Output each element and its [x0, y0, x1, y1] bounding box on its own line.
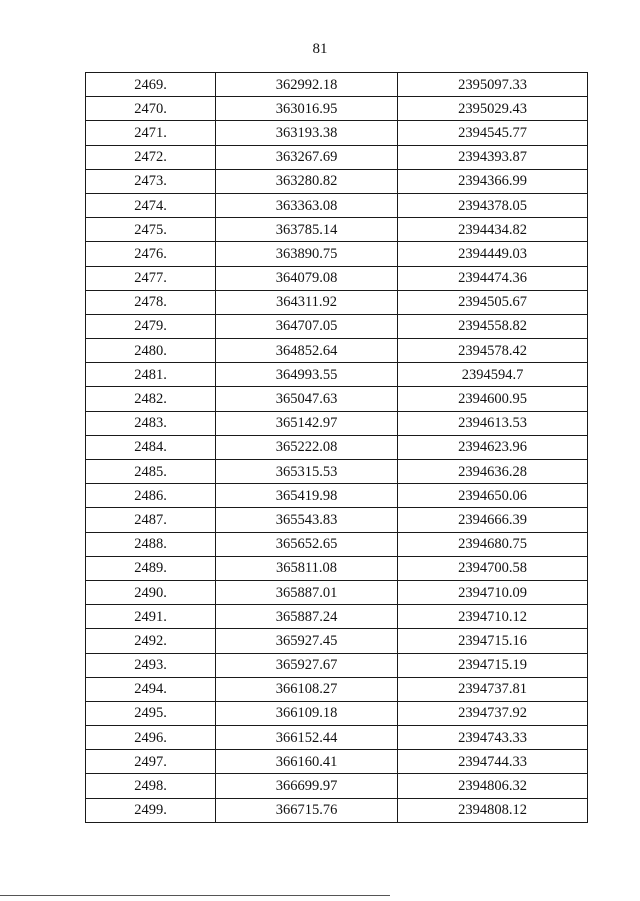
table-row: [86, 97, 588, 121]
x-coordinate-cell: 364852.64: [216, 339, 398, 363]
table-row: [86, 193, 588, 217]
table-row: [86, 435, 588, 459]
coordinates-table-body: [86, 73, 588, 823]
x-coordinate-cell: 364993.55: [216, 363, 398, 387]
table-row: [86, 701, 588, 725]
point-number-cell: 2486.: [86, 484, 216, 508]
y-coordinate-cell: 2394737.92: [398, 701, 588, 725]
x-coordinate-cell: 365222.08: [216, 435, 398, 459]
y-coordinate-cell: 2394378.05: [398, 193, 588, 217]
y-coordinate-cell: 2394366.99: [398, 169, 588, 193]
y-coordinate-cell: 2394715.19: [398, 653, 588, 677]
x-coordinate-cell: 365315.53: [216, 460, 398, 484]
table-row: [86, 605, 588, 629]
point-number-cell: 2469.: [86, 73, 216, 97]
x-coordinate-cell: 365927.67: [216, 653, 398, 677]
x-coordinate-cell: 363193.38: [216, 121, 398, 145]
point-number-cell: 2478.: [86, 290, 216, 314]
point-number-cell: 2496.: [86, 726, 216, 750]
table-row: [86, 314, 588, 338]
point-number-cell: 2493.: [86, 653, 216, 677]
table-row: [86, 290, 588, 314]
y-coordinate-cell: 2394449.03: [398, 242, 588, 266]
table-row: [86, 508, 588, 532]
table-row: [86, 653, 588, 677]
point-number-cell: 2479.: [86, 314, 216, 338]
y-coordinate-cell: 2394474.36: [398, 266, 588, 290]
x-coordinate-cell: 363280.82: [216, 169, 398, 193]
x-coordinate-cell: 366699.97: [216, 774, 398, 798]
y-coordinate-cell: 2394505.67: [398, 290, 588, 314]
table-row: [86, 121, 588, 145]
x-coordinate-cell: 365543.83: [216, 508, 398, 532]
point-number-cell: 2494.: [86, 677, 216, 701]
point-number-cell: 2499.: [86, 798, 216, 822]
table-row: [86, 798, 588, 822]
table-row: [86, 339, 588, 363]
table-row: [86, 677, 588, 701]
bottom-rule: [0, 895, 390, 896]
page-number: 81: [312, 41, 328, 57]
table-row: [86, 532, 588, 556]
x-coordinate-cell: 366160.41: [216, 750, 398, 774]
y-coordinate-cell: 2394393.87: [398, 145, 588, 169]
point-number-cell: 2488.: [86, 532, 216, 556]
table-row: [86, 750, 588, 774]
x-coordinate-cell: 365887.24: [216, 605, 398, 629]
table-row: [86, 726, 588, 750]
point-number-cell: 2480.: [86, 339, 216, 363]
y-coordinate-cell: 2394623.96: [398, 435, 588, 459]
x-coordinate-cell: 364311.92: [216, 290, 398, 314]
x-coordinate-cell: 366715.76: [216, 798, 398, 822]
x-coordinate-cell: 366109.18: [216, 701, 398, 725]
y-coordinate-cell: 2394737.81: [398, 677, 588, 701]
y-coordinate-cell: 2394744.33: [398, 750, 588, 774]
x-coordinate-cell: 363890.75: [216, 242, 398, 266]
y-coordinate-cell: 2394743.33: [398, 726, 588, 750]
x-coordinate-cell: 364707.05: [216, 314, 398, 338]
point-number-cell: 2492.: [86, 629, 216, 653]
x-coordinate-cell: 365419.98: [216, 484, 398, 508]
y-coordinate-cell: 2394710.12: [398, 605, 588, 629]
point-number-cell: 2497.: [86, 750, 216, 774]
y-coordinate-cell: 2394434.82: [398, 218, 588, 242]
table-row: [86, 169, 588, 193]
x-coordinate-cell: 365047.63: [216, 387, 398, 411]
y-coordinate-cell: 2394806.32: [398, 774, 588, 798]
x-coordinate-cell: 363016.95: [216, 97, 398, 121]
y-coordinate-cell: 2394594.7: [398, 363, 588, 387]
x-coordinate-cell: 363363.08: [216, 193, 398, 217]
table-row: [86, 218, 588, 242]
table-row: [86, 387, 588, 411]
y-coordinate-cell: 2394636.28: [398, 460, 588, 484]
y-coordinate-cell: 2395029.43: [398, 97, 588, 121]
x-coordinate-cell: 365142.97: [216, 411, 398, 435]
point-number-cell: 2498.: [86, 774, 216, 798]
table-row: [86, 460, 588, 484]
x-coordinate-cell: 366108.27: [216, 677, 398, 701]
table-row: [86, 266, 588, 290]
x-coordinate-cell: 362992.18: [216, 73, 398, 97]
table-row: [86, 556, 588, 580]
point-number-cell: 2472.: [86, 145, 216, 169]
x-coordinate-cell: 366152.44: [216, 726, 398, 750]
y-coordinate-cell: 2394715.16: [398, 629, 588, 653]
table-row: [86, 629, 588, 653]
y-coordinate-cell: 2394558.82: [398, 314, 588, 338]
point-number-cell: 2495.: [86, 701, 216, 725]
point-number-cell: 2491.: [86, 605, 216, 629]
point-number-cell: 2482.: [86, 387, 216, 411]
point-number-cell: 2487.: [86, 508, 216, 532]
y-coordinate-cell: 2394613.53: [398, 411, 588, 435]
y-coordinate-cell: 2394710.09: [398, 580, 588, 604]
y-coordinate-cell: 2394545.77: [398, 121, 588, 145]
y-coordinate-cell: 2394808.12: [398, 798, 588, 822]
y-coordinate-cell: 2395097.33: [398, 73, 588, 97]
point-number-cell: 2470.: [86, 97, 216, 121]
point-number-cell: 2490.: [86, 580, 216, 604]
x-coordinate-cell: 365927.45: [216, 629, 398, 653]
x-coordinate-cell: 363267.69: [216, 145, 398, 169]
point-number-cell: 2475.: [86, 218, 216, 242]
y-coordinate-cell: 2394600.95: [398, 387, 588, 411]
y-coordinate-cell: 2394578.42: [398, 339, 588, 363]
table-row: [86, 145, 588, 169]
table-row: [86, 242, 588, 266]
x-coordinate-cell: 365887.01: [216, 580, 398, 604]
table-row: [86, 580, 588, 604]
point-number-cell: 2471.: [86, 121, 216, 145]
y-coordinate-cell: 2394680.75: [398, 532, 588, 556]
point-number-cell: 2483.: [86, 411, 216, 435]
point-number-cell: 2484.: [86, 435, 216, 459]
point-number-cell: 2485.: [86, 460, 216, 484]
table-row: [86, 774, 588, 798]
y-coordinate-cell: 2394700.58: [398, 556, 588, 580]
point-number-cell: 2477.: [86, 266, 216, 290]
point-number-cell: 2481.: [86, 363, 216, 387]
point-number-cell: 2473.: [86, 169, 216, 193]
table-row: [86, 411, 588, 435]
x-coordinate-cell: 363785.14: [216, 218, 398, 242]
table-row: [86, 484, 588, 508]
table-row: [86, 363, 588, 387]
point-number-cell: 2476.: [86, 242, 216, 266]
x-coordinate-cell: 365652.65: [216, 532, 398, 556]
point-number-cell: 2474.: [86, 193, 216, 217]
x-coordinate-cell: 364079.08: [216, 266, 398, 290]
coordinates-table: [85, 72, 588, 823]
y-coordinate-cell: 2394650.06: [398, 484, 588, 508]
point-number-cell: 2489.: [86, 556, 216, 580]
x-coordinate-cell: 365811.08: [216, 556, 398, 580]
y-coordinate-cell: 2394666.39: [398, 508, 588, 532]
table-row: [86, 73, 588, 97]
